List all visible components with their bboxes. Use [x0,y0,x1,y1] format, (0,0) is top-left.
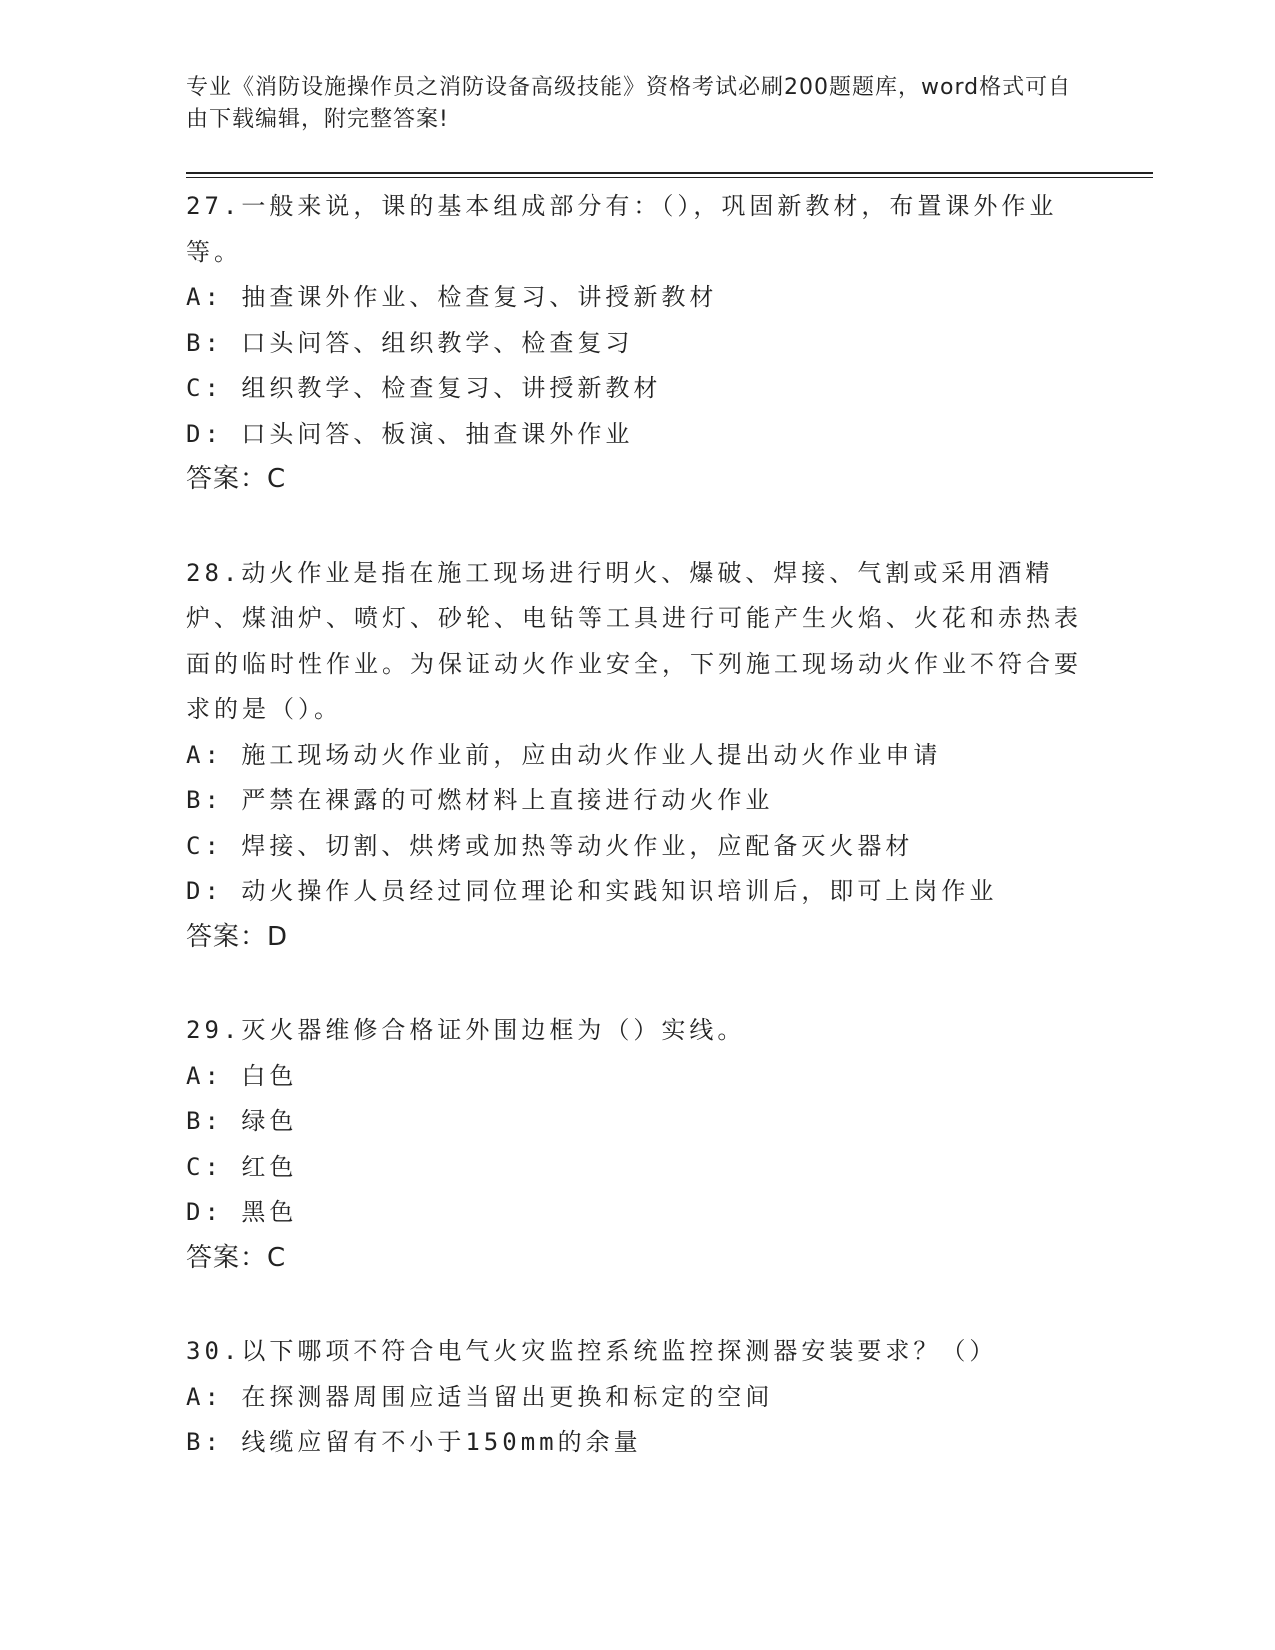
answer: 答案：C [186,1242,287,1273]
option-c: C: 红色 [186,1152,298,1181]
answer: 答案：D [186,921,289,952]
answer: 答案：C [186,464,287,494]
option-b: B: 线缆应留有不小于150mm的余量 [186,1428,642,1456]
option-b: B: 绿色 [186,1107,298,1135]
question-stem: 28.动火作业是指在施工现场进行明火、爆破、焊接、气割或采用酒精炉、煤油炉、喷灯、砂轮、电钻等工具进行可能产生火焰、火花和赤热表面的临时性作业。为保证动火作业安全，下列施工现场动火作业不符合要求的是（）。 [186,558,1082,723]
question-29 [186,1008,1086,1281]
question-list [186,184,1086,1514]
header-divider-bottom [186,177,1153,178]
option-a: A: 在探测器周围应适当留出更换和标定的空间 [186,1382,774,1411]
option-a: A: 施工现场动火作业前，应由动火作业人提出动火作业申请 [186,740,942,769]
option-c: C: 组织教学、检查复习、讲授新教材 [186,374,662,402]
option-a: A: 白色 [186,1061,298,1090]
option-b: B: 严禁在裸露的可燃材料上直接进行动火作业 [186,786,774,814]
question-30 [186,1329,1086,1466]
header-divider-top [186,172,1153,174]
question-stem: 30.以下哪项不符合电气火灾监控系统监控探测器安装要求？（） [186,1337,998,1365]
option-d: D: 黑色 [186,1198,298,1226]
question-stem: 27.一般来说，课的基本组成部分有：（），巩固新教材，布置课外作业等。 [186,192,1058,266]
option-d: D: 口头问答、板演、抽查课外作业 [186,419,634,448]
option-d: D: 动火操作人员经过同位理论和实践知识培训后，即可上岗作业 [186,877,998,905]
option-c: C: 焊接、切割、烘烤或加热等动火作业，应配备灭火器材 [186,831,914,860]
question-stem: 29.灭火器维修合格证外围边框为（）实线。 [186,1016,746,1044]
question-28 [186,551,1086,961]
option-b: B: 口头问答、组织教学、检查复习 [186,328,634,357]
option-a: A: 抽查课外作业、检查复习、讲授新教材 [186,283,718,311]
document-header: 专业《消防设施操作员之消防设备高级技能》资格考试必刷200题题库，word格式可自由下载编辑，附完整答案! [186,75,1072,132]
question-27 [186,184,1086,503]
